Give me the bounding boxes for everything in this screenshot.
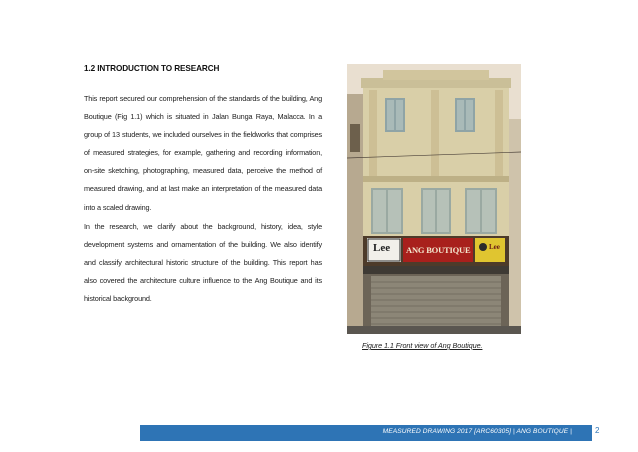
- section-heading: 1.2 INTRODUCTION TO RESEARCH: [84, 64, 220, 73]
- lee-sign-right: Lee: [489, 243, 500, 251]
- footer-bar: [140, 425, 592, 441]
- paragraph-1: This report secured our comprehension of the standards of the building, Ang Boutique (Fig 1.1) which is situated in Jalan Bunga Raya, Malacca. In a group of 13 students, we included ourselves in the fieldworks that comprises of measured strategies, for example, gathering and recording information, on-site sketching, photographing, measured data, perceive the method of measured drawing, and at last make an interpretation of the measured data into a scaled drawing.: [84, 94, 322, 212]
- ang-boutique-sign: ANG BOUTIQUE: [406, 245, 471, 255]
- building-photo: [347, 64, 521, 334]
- footer-text: MEASURED DRAWING 2017 [ARC60305] | ANG BOUTIQUE |: [382, 428, 572, 435]
- lee-sign-left: Lee: [373, 242, 391, 254]
- paragraph-2: In the research, we clarify about the background, history, idea, style development systems and ornamentation of the building. We also identify and classify architectural historic structure of the building. This report has also covered the architecture culture influence to the Ang Boutique and its historical background.: [84, 222, 322, 304]
- page-number: 2: [595, 426, 600, 435]
- figure-caption: Figure 1.1 Front view of Ang Boutique.: [362, 341, 483, 350]
